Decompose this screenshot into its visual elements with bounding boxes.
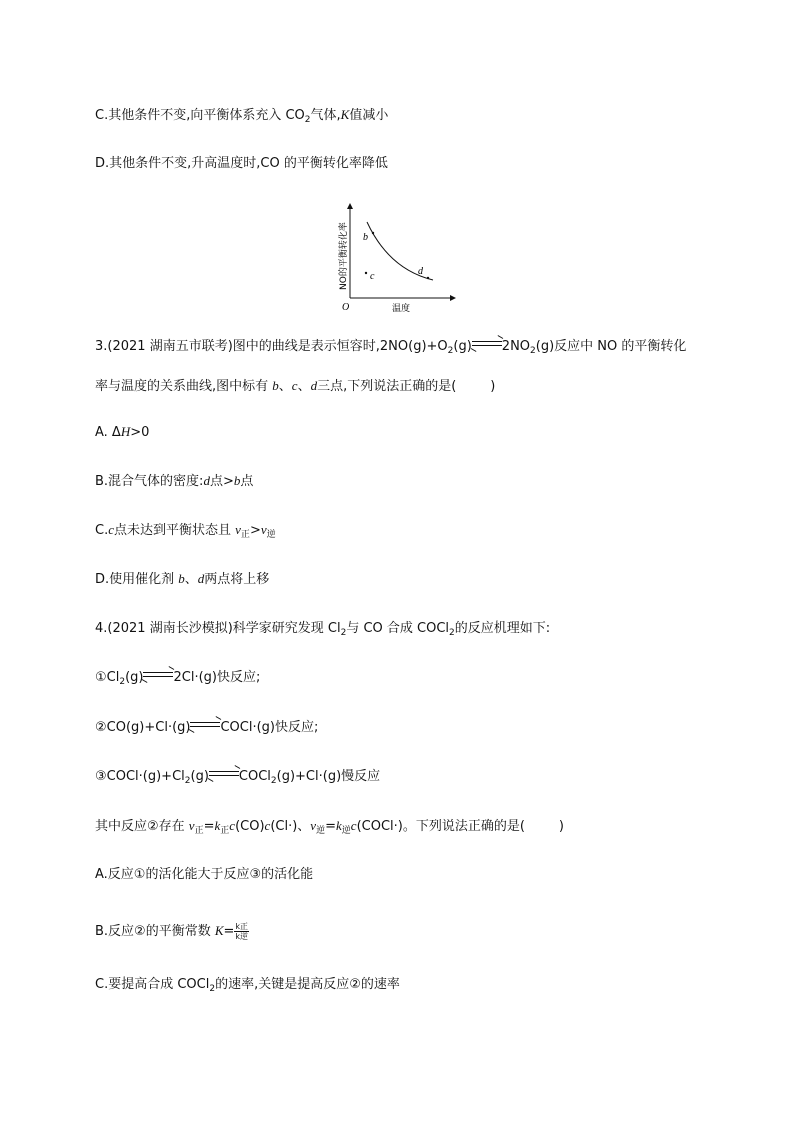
- subscript: 正: [194, 826, 204, 836]
- subscript: 2: [119, 677, 126, 687]
- text: 两点将上移: [204, 572, 270, 587]
- fraction-denominator: k逆: [235, 932, 249, 941]
- symbol-v: v: [188, 818, 195, 833]
- q3-stem-line1: [95, 338, 686, 356]
- text: C.其他条件不变,向平衡体系充入 CO: [95, 108, 305, 123]
- text: ③COCl·(g)+Cl: [95, 769, 185, 784]
- q3-stem-line2: [95, 377, 495, 396]
- equilibrium-arrow-icon: [472, 340, 502, 348]
- q4-reaction-2: [95, 719, 318, 737]
- subscript: 正: [240, 530, 250, 540]
- conversion-temperature-graph: [330, 200, 465, 318]
- text: C.: [95, 523, 109, 538]
- text: =: [325, 819, 336, 834]
- text: COCl: [238, 769, 271, 784]
- equilibrium-arrow-icon: [209, 770, 239, 778]
- point-d: d: [203, 473, 210, 488]
- text: (Cl·)、: [270, 819, 311, 834]
- point-d-dot: [427, 277, 429, 279]
- equilibrium-curve: [367, 222, 433, 280]
- q4-option-c: [95, 976, 400, 994]
- y-axis-label: NO的平衡转化率: [339, 222, 349, 290]
- symbol-h: H: [120, 424, 131, 439]
- q3-option-a: [95, 423, 149, 442]
- point-c: c: [108, 522, 114, 537]
- text: A. Δ: [95, 425, 121, 440]
- subscript: 2: [340, 628, 347, 638]
- q4-reaction-3: [95, 768, 380, 786]
- point-d: d: [197, 571, 205, 586]
- symbol-c: c: [350, 818, 357, 833]
- subscript: 2: [270, 776, 277, 786]
- text: (COCl·)。下列说法正确的是(: [356, 819, 525, 834]
- q4-option-a: A.反应①的活化能大于反应③的活化能: [95, 867, 314, 882]
- point-b-dot: [372, 232, 374, 234]
- text: (g)反应中 NO 的平衡转化: [535, 339, 687, 354]
- text: ): [558, 819, 564, 834]
- point-b: b: [272, 378, 279, 393]
- origin-label: O: [342, 302, 350, 313]
- point-c-label: c: [370, 271, 375, 282]
- point-c: c: [291, 378, 298, 393]
- prev-option-d: D.其他条件不变,升高温度时,CO 的平衡转化率降低: [95, 156, 388, 171]
- subscript: 2: [530, 346, 536, 356]
- text: (g): [190, 769, 209, 784]
- text: 率与温度的关系曲线,图中标有: [95, 379, 273, 394]
- fraction-numerator: k正: [235, 922, 249, 931]
- point-b: b: [233, 473, 241, 488]
- text: (g): [125, 670, 144, 685]
- symbol-v: v: [260, 522, 267, 537]
- subscript: 逆: [266, 530, 276, 540]
- symbol-k: k: [335, 818, 342, 833]
- point-d: d: [310, 378, 318, 393]
- text: 其中反应②存在: [95, 819, 189, 834]
- symbol-k: K: [340, 107, 350, 122]
- q4-rate-expression: [95, 817, 564, 836]
- text: 点>: [209, 474, 234, 489]
- text: 三点,下列说法正确的是(: [317, 379, 457, 394]
- text: 2Cl·(g)快反应;: [173, 670, 261, 685]
- text: COCl·(g)快反应;: [220, 720, 319, 735]
- text: 4.(2021 湖南长沙模拟)科学家研究发现 Cl: [95, 621, 341, 636]
- rate-constant-fraction: [234, 922, 249, 941]
- text: C.要提高合成 COCl: [95, 977, 210, 992]
- text: =: [223, 924, 235, 939]
- text: (g)+Cl·(g)慢反应: [276, 769, 381, 784]
- symbol-v: v: [310, 818, 317, 833]
- symbol-c: c: [264, 818, 271, 833]
- symbol-c: c: [229, 818, 236, 833]
- text: 的反应机理如下:: [454, 621, 551, 636]
- text: 的速率,关键是提高反应②的速率: [215, 977, 400, 992]
- q3-option-d: [95, 570, 269, 589]
- text: 气体,: [310, 108, 341, 123]
- text: 点: [240, 474, 254, 489]
- text: 与 CO 合成 COCl: [346, 621, 450, 636]
- q4-stem: [95, 620, 550, 638]
- text: B.混合气体的密度:: [95, 474, 204, 489]
- text: B.反应②的平衡常数: [95, 924, 215, 939]
- text: =: [203, 819, 215, 834]
- text: 、: [184, 572, 198, 587]
- prev-option-c: [95, 106, 388, 125]
- symbol-k: K: [214, 923, 224, 938]
- text: 值减小: [349, 108, 389, 123]
- x-axis-label: 温度: [392, 304, 411, 314]
- text: >0: [130, 425, 150, 440]
- q4-option-b: [95, 922, 249, 941]
- q3-option-c: [95, 521, 276, 540]
- subscript: 2: [209, 984, 216, 994]
- symbol-v: v: [235, 522, 241, 537]
- q4-reaction-1: [95, 669, 260, 687]
- text: 2NO: [501, 339, 531, 354]
- text: 、: [297, 379, 311, 394]
- subscript: 2: [447, 346, 454, 356]
- subscript: 逆: [341, 826, 351, 836]
- subscript: 正: [220, 826, 230, 836]
- text: 点未达到平衡状态且: [114, 523, 236, 538]
- point-d-label: d: [418, 266, 423, 277]
- text: 、: [278, 379, 292, 394]
- text: (g): [453, 339, 472, 354]
- subscript: 2: [184, 776, 191, 786]
- text: (CO): [235, 819, 265, 834]
- point-b-label: b: [363, 232, 368, 243]
- point-c-dot: [365, 272, 367, 274]
- subscript: 逆: [316, 826, 326, 836]
- text: 3.(2021 湖南五市联考)图中的曲线是表示恒容时,2NO(g)+O: [95, 339, 448, 354]
- text: ②CO(g)+Cl·(g): [95, 720, 191, 735]
- equilibrium-arrow-icon: [190, 721, 220, 729]
- text: >: [249, 523, 261, 538]
- subscript: 2: [304, 115, 311, 125]
- symbol-k: k: [214, 818, 221, 833]
- text: ): [490, 379, 496, 394]
- q3-option-b: [95, 472, 253, 491]
- equilibrium-arrow-icon: [143, 671, 173, 679]
- point-b: b: [178, 571, 185, 586]
- text: D.使用催化剂: [95, 572, 179, 587]
- subscript: 2: [449, 628, 455, 638]
- text: ①Cl: [95, 670, 120, 685]
